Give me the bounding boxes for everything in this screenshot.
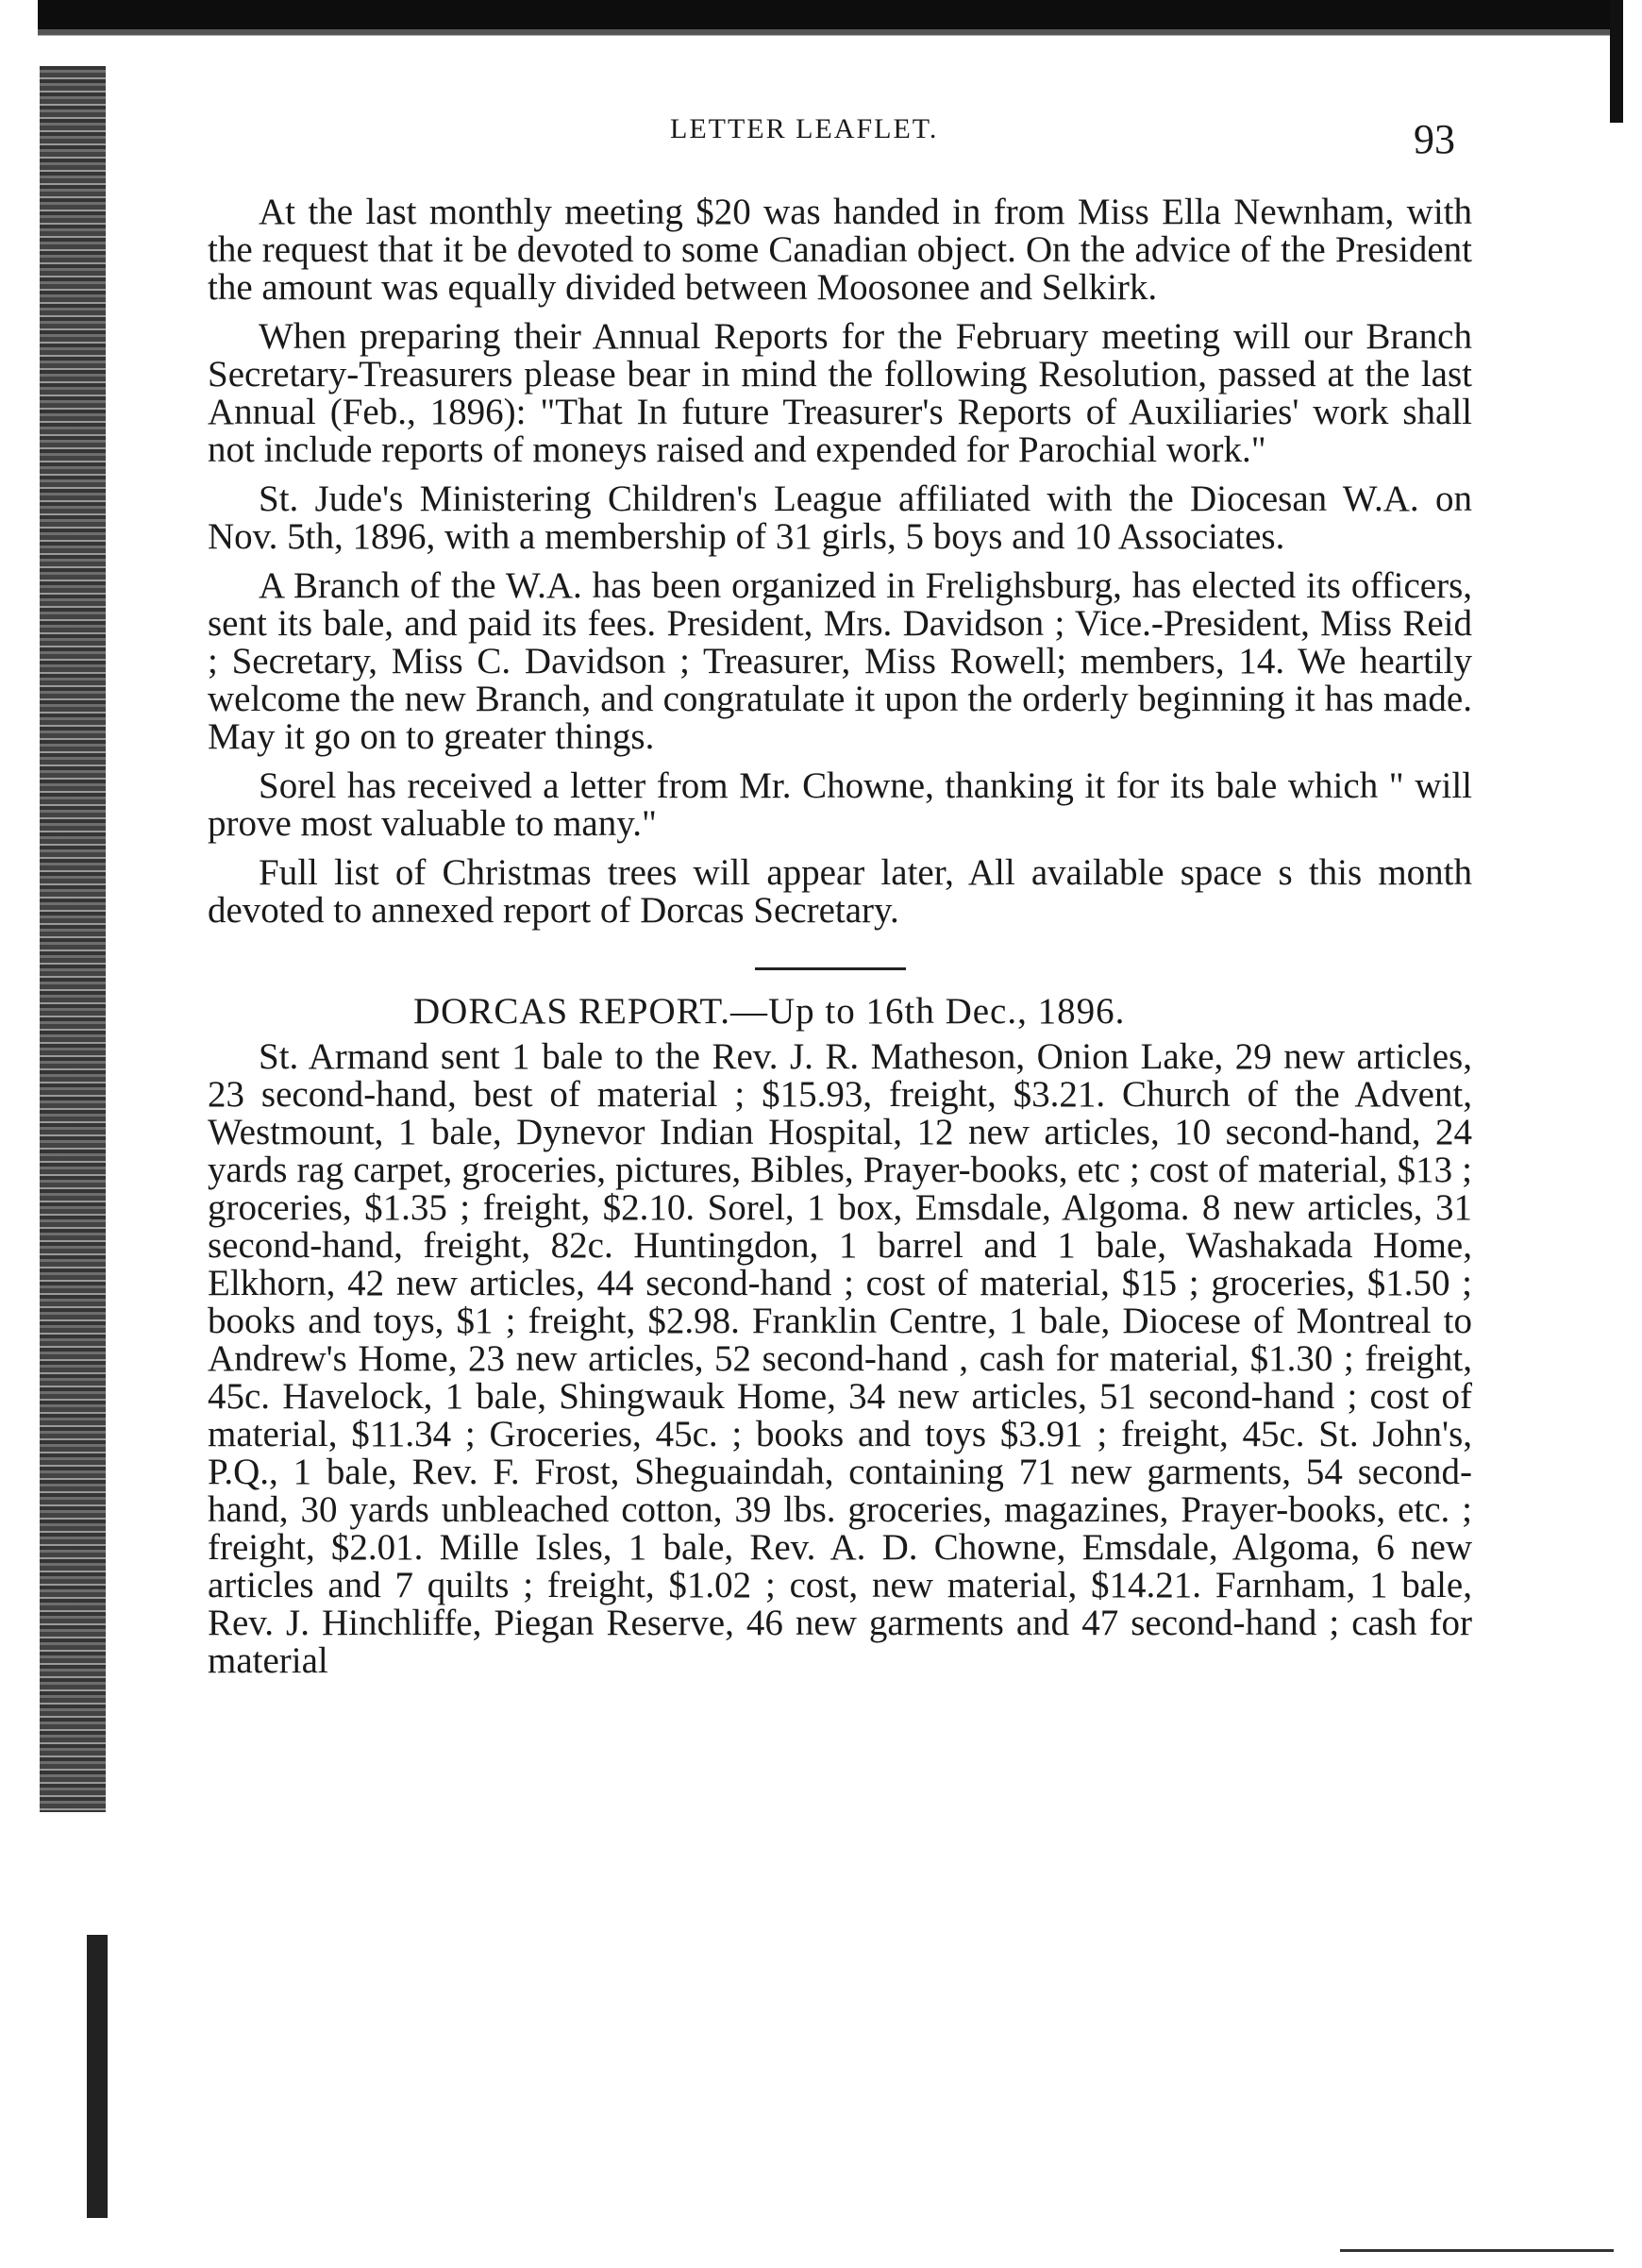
dorcas-report-heading: DORCAS REPORT.—Up to 16th Dec., 1896. [413,991,1126,1032]
scan-binding-edge [40,66,106,1812]
scan-bottom-mark [1340,2249,1614,2252]
paragraph-donation: At the last monthly meeting $20 was handed in from Miss Ella Newnham, with the request that it be devoted to some Canadian object. On the advice of the President the amount was equally divided between Moosonee and Selkirk. [208,192,1472,308]
section-divider [755,967,906,970]
paragraph-frelighsburg: A Branch of the W.A. has been organized in Frelighsburg, has elected its officers, sent its bale, and paid its fees. President, Mrs. Davidson ; Vice.-President, Miss Reid ; Secretary, Miss C. Davidson ; Treasurer, Miss Rowell; members, 14. We heartily welcome the new Branch, and congratulate it upon the orderly beginning it has made. May it go on to greater things. [208,565,1472,757]
scan-top-edge [38,0,1623,47]
page-number: 93 [1414,116,1455,162]
paragraph-sorel: Sorel has received a letter from Mr. Chowne, thanking it for its bale which " will prove most valuable to many." [208,765,1472,844]
running-head: LETTER LEAFLET. [670,113,939,144]
paragraph-christmas-trees: Full list of Christmas trees will appear later, All available space s this month devoted to annexed report of Dorcas Secretary. [208,852,1472,931]
page-body [208,193,1472,1691]
paragraph-annual-reports: When preparing their Annual Reports for the February meeting will our Branch Secretary-Treasurers please bear in mind the following Resolution, passed at the last Annual (Feb., 1896): "That In future Treasurer's Reports of Auxiliaries' work shall not include reports of moneys raised and expended for Parochial work." [208,316,1472,470]
paragraph-st-judes: St. Jude's Ministering Children's League affiliated with the Diocesan W.A. on Nov. 5th, 1896, with a membership of 31 girls, 5 boys and 10 Associates. [208,479,1472,557]
scan-binding-edge-lower [87,1935,108,2218]
dorcas-report-body: St. Armand sent 1 bale to the Rev. J. R. Matheson, Onion Lake, 29 new articles, 23 second-hand, best of material ; $15.93, freight, $3.21. Church of the Advent, Westmount, 1 bale, Dynevor Indian Hospital, 12 new articles, 10 second-hand, 24 yards rag carpet, groceries, pictures, Bibles, Prayer-books, etc ; cost of material, $13 ; groceries, $1.35 ; freight, $2.10. Sorel, 1 box, Emsdale, Algoma. 8 new articles, 31 second-hand, freight, 82c. Huntingdon, 1 barrel and 1 bale, Washakada Home, Elkhorn, 42 new articles, 44 second-hand ; cost of material, $15 ; groceries, $1.50 ; books and toys, $1 ; freight, $2.98. Franklin Centre, 1 bale, Diocese of Montreal to Andrew's Home, 23 new articles, 52 second-hand , cash for material, $1.30 ; freight, 45c. Havelock, 1 bale, Shingwauk Home, 34 new articles, 51 second-hand ; cost of material, $11.34 ; Groceries, 45c. ; books and toys $3.91 ; freight, 45c. St. John's, P.Q., 1 bale, Rev. F. Frost, Sheguaindah, containing 71 new garments, 54 second-hand, 30 yards unbleached cotton, 39 lbs. groceries, magazines, Prayer-books, etc. ; freight, $2.01. Mille Isles, 1 bale, Rev. A. D. Chowne, Emsdale, Algoma, 6 new articles and 7 quilts ; freight, $1.02 ; cost, new material, $14.21. Farnham, 1 bale, Rev. J. Hinchliffe, Piegan Reserve, 46 new garments and 47 second-hand ; cash for material [208,1036,1472,1681]
